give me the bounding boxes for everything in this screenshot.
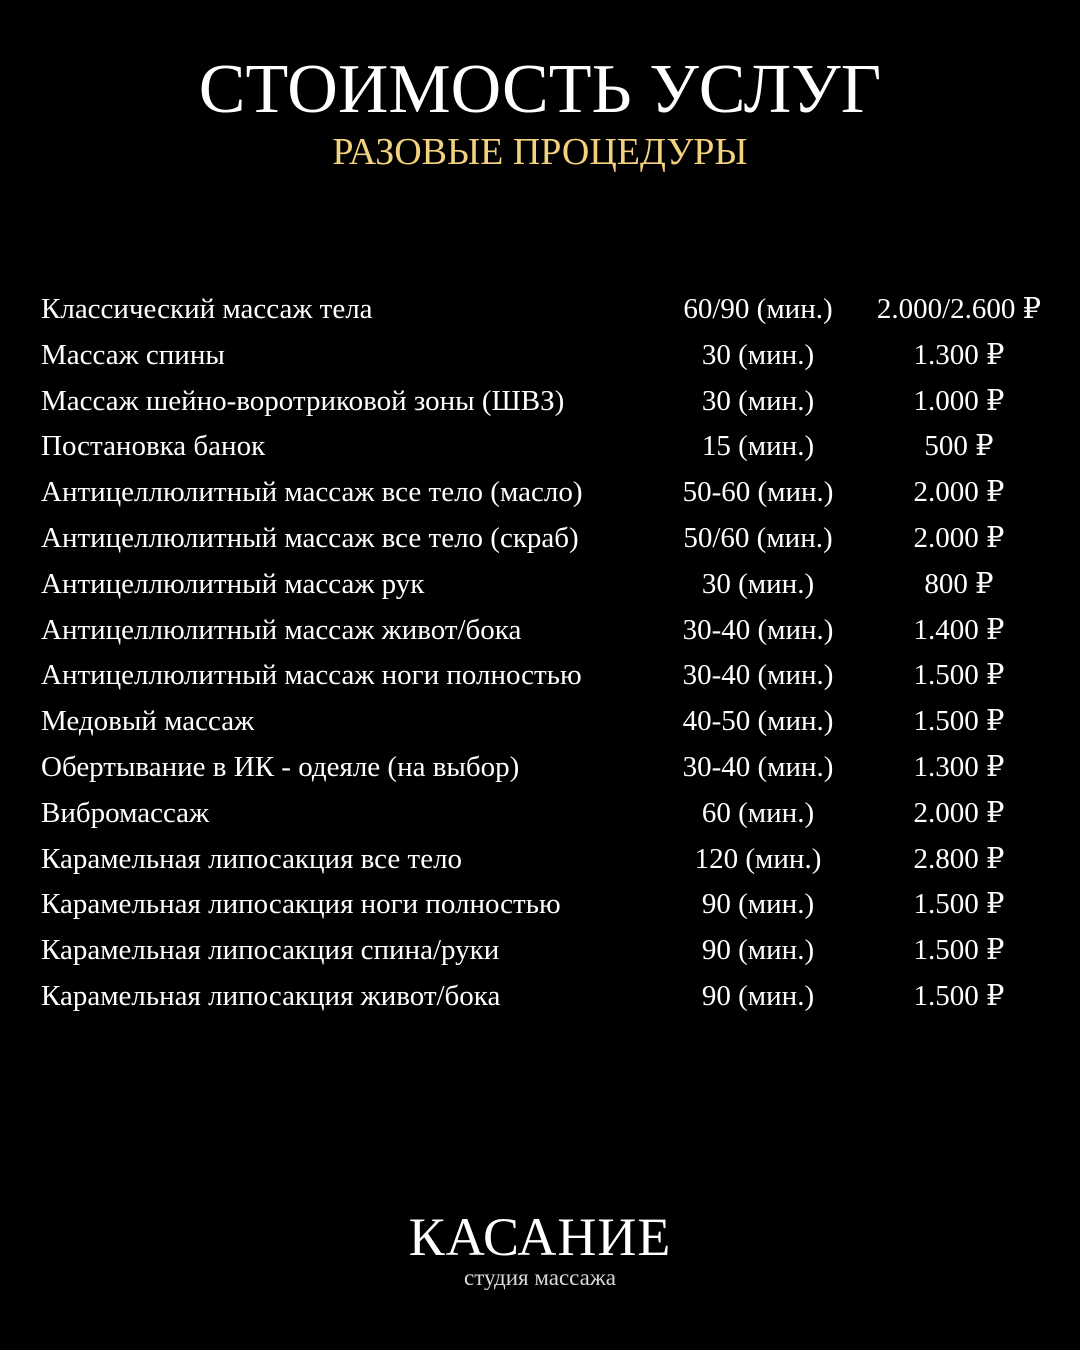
service-price: 2.800 ₽ <box>913 842 1005 875</box>
service-name: Классический массаж тела <box>41 293 373 325</box>
price-row <box>0 424 1080 470</box>
service-name: Антицеллюлитный массаж ноги полностью <box>41 659 582 692</box>
service-duration: 90 (мин.) <box>701 979 815 1012</box>
service-duration: 90 (мин.) <box>701 888 815 921</box>
service-duration: 60 (мин.) <box>701 796 815 829</box>
page-subtitle: РАЗОВЫЕ ПРОЦЕДУРЫ <box>332 131 748 173</box>
service-price: 2.000/2.600 ₽ <box>876 293 1042 325</box>
service-price: 1.300 ₽ <box>913 750 1005 783</box>
price-row <box>0 882 1080 928</box>
service-price: 2.000 ₽ <box>913 796 1005 829</box>
price-row <box>0 379 1080 425</box>
page-title: СТОИМОСТЬ УСЛУГ <box>198 51 882 128</box>
service-duration: 90 (мин.) <box>701 934 815 967</box>
service-price: 1.500 ₽ <box>913 888 1005 921</box>
service-name: Постановка банок <box>41 430 266 463</box>
service-name: Обертывание в ИК - одеяле (на выбор) <box>41 750 520 783</box>
service-name: Массаж спины <box>41 338 225 371</box>
price-row <box>0 791 1080 837</box>
price-row <box>0 333 1080 379</box>
price-row <box>0 837 1080 883</box>
service-price: 1.400 ₽ <box>913 613 1005 646</box>
price-row <box>0 745 1080 791</box>
service-duration: 30-40 (мин.) <box>682 613 834 646</box>
price-row <box>0 516 1080 562</box>
service-duration: 30-40 (мин.) <box>682 659 834 692</box>
service-duration: 30 (мин.) <box>701 567 815 600</box>
service-price: 800 ₽ <box>924 567 994 600</box>
service-name: Карамельная липосакция живот/бока <box>41 979 501 1012</box>
price-row <box>0 608 1080 654</box>
price-list <box>0 287 1080 1020</box>
price-row <box>0 470 1080 516</box>
service-price: 1.500 ₽ <box>913 979 1005 1012</box>
service-duration: 15 (мин.) <box>701 430 815 463</box>
service-duration: 30-40 (мин.) <box>682 750 834 783</box>
brand-logo-text: КАСАНИЕ <box>408 1207 672 1267</box>
service-price: 500 ₽ <box>924 430 994 463</box>
service-name: Карамельная липосакция все тело <box>41 842 463 875</box>
service-duration: 30 (мин.) <box>701 384 815 417</box>
service-name: Вибромассаж <box>41 796 210 829</box>
service-price: 1.000 ₽ <box>913 384 1005 417</box>
price-row <box>0 699 1080 745</box>
service-name: Карамельная липосакция ноги полностью <box>41 888 561 921</box>
brand-tagline: студия массажа <box>464 1265 616 1290</box>
price-row <box>0 974 1080 1020</box>
service-name: Карамельная липосакция спина/руки <box>41 934 500 967</box>
service-name: Антицеллюлитный массаж рук <box>41 567 425 600</box>
service-duration: 40-50 (мин.) <box>682 705 834 738</box>
price-row <box>0 653 1080 699</box>
service-price: 2.000 ₽ <box>913 476 1005 509</box>
service-duration: 50/60 (мин.) <box>683 521 833 554</box>
service-name: Антицеллюлитный массаж все тело (скраб) <box>41 521 579 554</box>
service-price: 2.000 ₽ <box>913 521 1005 554</box>
service-duration: 60/90 (мин.) <box>683 293 833 325</box>
price-row <box>0 928 1080 974</box>
service-price: 1.500 ₽ <box>913 705 1005 738</box>
service-name: Антицеллюлитный массаж все тело (масло) <box>41 476 583 509</box>
service-duration: 50-60 (мин.) <box>682 476 834 509</box>
price-row <box>0 287 1080 333</box>
service-duration: 30 (мин.) <box>701 338 815 371</box>
service-duration: 120 (мин.) <box>694 842 822 875</box>
price-row <box>0 562 1080 608</box>
service-price: 1.500 ₽ <box>913 659 1005 692</box>
service-name: Антицеллюлитный массаж живот/бока <box>41 613 522 646</box>
service-name: Массаж шейно-воротриковой зоны (ШВЗ) <box>41 384 565 417</box>
service-price: 1.500 ₽ <box>913 934 1005 967</box>
service-name: Медовый массаж <box>41 705 255 738</box>
service-price: 1.300 ₽ <box>913 338 1005 371</box>
